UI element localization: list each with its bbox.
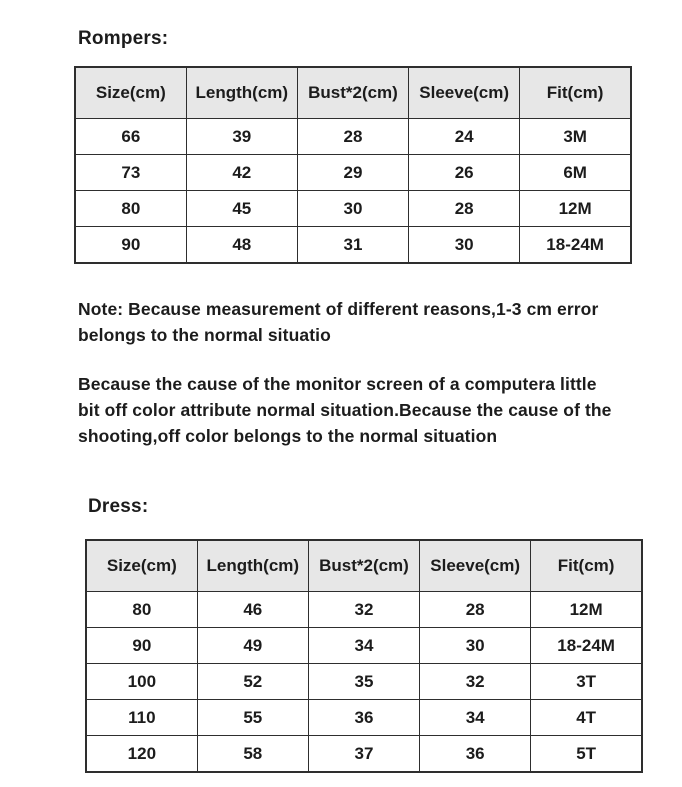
column-header: Sleeve(cm) [409, 67, 520, 119]
table-cell: 110 [86, 700, 197, 736]
table-cell: 80 [86, 592, 197, 628]
table-cell: 120 [86, 736, 197, 773]
table-cell: 35 [308, 664, 419, 700]
dress-size-table [85, 539, 643, 773]
table-cell: 28 [297, 119, 408, 155]
column-header: Bust*2(cm) [297, 67, 408, 119]
table-cell: 30 [409, 227, 520, 264]
table-cell: 100 [86, 664, 197, 700]
table-cell: 4T [531, 700, 642, 736]
table-cell: 12M [531, 592, 642, 628]
table-cell: 5T [531, 736, 642, 773]
table-row [86, 700, 642, 736]
table-row [75, 155, 631, 191]
table-cell: 34 [420, 700, 531, 736]
column-header: Bust*2(cm) [308, 540, 419, 592]
measurement-note-text: Note: Because measurement of different reasons,1-3 cm error belongs to the normal situatio [78, 299, 599, 345]
table-row [75, 191, 631, 227]
table-cell: 90 [75, 227, 186, 264]
column-header: Length(cm) [197, 540, 308, 592]
table-cell: 58 [197, 736, 308, 773]
table-cell: 3M [520, 119, 631, 155]
table-cell: 36 [308, 700, 419, 736]
table-cell: 66 [75, 119, 186, 155]
table-cell: 42 [186, 155, 297, 191]
table-cell: 32 [308, 592, 419, 628]
table-row [86, 736, 642, 773]
table-cell: 49 [197, 628, 308, 664]
column-header: Size(cm) [75, 67, 186, 119]
table-cell: 46 [197, 592, 308, 628]
table-cell: 18-24M [520, 227, 631, 264]
table-cell: 55 [197, 700, 308, 736]
table-row [86, 664, 642, 700]
table-cell: 32 [420, 664, 531, 700]
table-cell: 28 [409, 191, 520, 227]
table-cell: 31 [297, 227, 408, 264]
table-cell: 29 [297, 155, 408, 191]
table-row [86, 592, 642, 628]
table-cell: 80 [75, 191, 186, 227]
table-cell: 45 [186, 191, 297, 227]
table-header-row [75, 67, 631, 119]
table-cell: 6M [520, 155, 631, 191]
rompers-size-table [74, 66, 632, 264]
column-header: Fit(cm) [531, 540, 642, 592]
table-cell: 48 [186, 227, 297, 264]
table-cell: 18-24M [531, 628, 642, 664]
color-disclaimer-text: Because the cause of the monitor screen of a computera little bit off color attribute normal situation.Because the cause of the shooting,off color belongs to the normal situation [78, 374, 612, 446]
table-cell: 3T [531, 664, 642, 700]
table-cell: 39 [186, 119, 297, 155]
table-cell: 30 [297, 191, 408, 227]
table-row [75, 119, 631, 155]
table-cell: 37 [308, 736, 419, 773]
table-cell: 36 [420, 736, 531, 773]
column-header: Size(cm) [86, 540, 197, 592]
table-cell: 12M [520, 191, 631, 227]
table-cell: 90 [86, 628, 197, 664]
table-cell: 30 [420, 628, 531, 664]
table-cell: 26 [409, 155, 520, 191]
table-cell: 73 [75, 155, 186, 191]
column-header: Sleeve(cm) [420, 540, 531, 592]
table-cell: 28 [420, 592, 531, 628]
table-header-row [86, 540, 642, 592]
table-row [86, 628, 642, 664]
table-cell: 24 [409, 119, 520, 155]
table-cell: 34 [308, 628, 419, 664]
dress-section-title: Dress: [88, 496, 149, 517]
rompers-section-title: Rompers: [78, 28, 169, 49]
table-row [75, 227, 631, 264]
column-header: Fit(cm) [520, 67, 631, 119]
table-cell: 52 [197, 664, 308, 700]
column-header: Length(cm) [186, 67, 297, 119]
